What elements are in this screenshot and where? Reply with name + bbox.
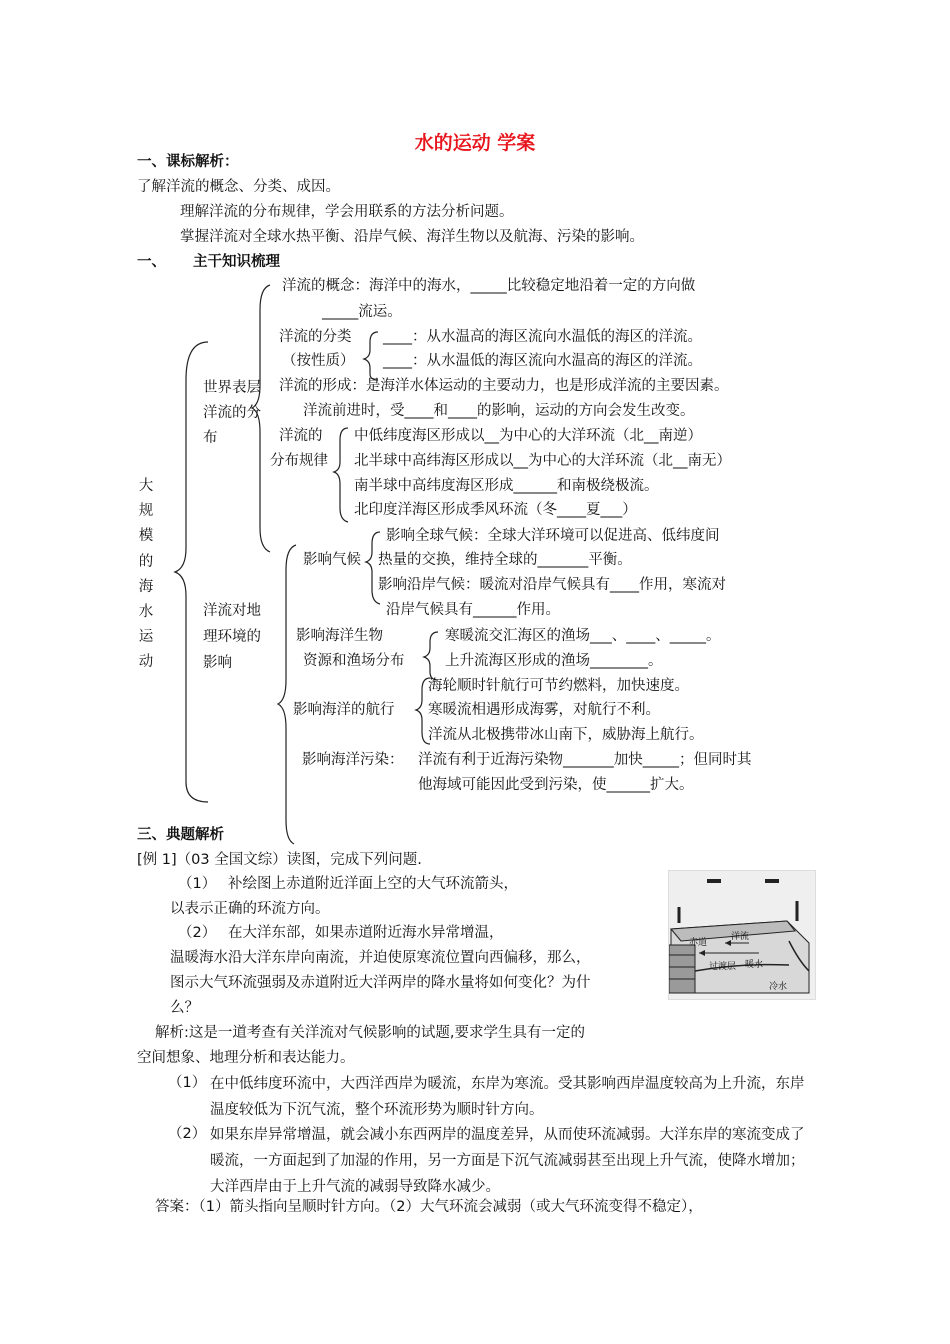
navigation-line-3: 洋流从北极携带冰山南下，威胁海上航行。 xyxy=(428,727,704,743)
cold-current-definition: ____：从水温低的海区流向水温高的海区的洋流。 xyxy=(383,353,702,369)
bio-label-1: 影响海洋生物 xyxy=(296,628,383,644)
distribution-rule-4: 北印度洋海区形成季风环流（冬____夏___） xyxy=(354,502,637,518)
section3-heading: 三、典题解析 xyxy=(137,827,224,843)
distribution-label-1: 洋流的 xyxy=(279,428,323,444)
bio-bracket xyxy=(424,632,438,680)
question1-line-2: 以表示正确的环流方向。 xyxy=(170,901,330,917)
branch2-bracket xyxy=(278,545,296,844)
classification-label: 洋流的分类 xyxy=(279,329,352,345)
navigation-line-1: 海轮顺时针航行可节约燃料，加快速度。 xyxy=(428,678,689,694)
classification-sublabel: （按性质） xyxy=(282,353,355,369)
figure-label-equator: 赤道 xyxy=(689,938,708,948)
pollution-line-1: 洋流有利于近海污染物_______加快_____；但同时其 xyxy=(418,752,752,768)
analysis2-text: 如果东岸异常增温，就会减小东西两岸的温度差异，从而使环流减弱。大洋东岸的寒流变成了暖流，一方面起到了加湿的作用，另一方面是下沉气流减弱甚至出现上升气流，使降水增加；大洋西岸由于上升气流的减弱导致降水减少。 xyxy=(210,1127,805,1195)
example-title: [例 1]（03 全国文综）读图，完成下列问题. xyxy=(137,852,422,868)
standard-line-2: 理解洋流的分布规律，学会用联系的方法分析问题。 xyxy=(180,204,514,220)
analysis1-number: （1） xyxy=(168,1075,207,1091)
fishery-line-2: 上升流海区形成的渔场________。 xyxy=(445,653,663,669)
fishery-line-1: 寒暖流交汇海区的渔场___、____、_____。 xyxy=(445,628,721,644)
formation-line-2: 洋流前进时，受____和____的影响，运动的方向会发生改变。 xyxy=(303,403,695,419)
distribution-label-2: 分布规律 xyxy=(270,453,328,469)
global-climate-line-1: 影响全球气候：全球大洋环境可以促进高、低纬度间 xyxy=(386,528,720,544)
branch2-label: 洋流对地理环境的影响 xyxy=(203,603,261,671)
analysis2-number: （2） xyxy=(168,1126,207,1142)
root-label: 大规模的海水运动 xyxy=(138,478,154,671)
formation-line-1: 洋流的形成：是海洋水体运动的主要动力，也是形成洋流的主要因素。 xyxy=(279,378,729,394)
figure-label-current: 洋流 xyxy=(731,932,750,942)
branch1-label: 世界表层洋流的分布 xyxy=(203,380,261,446)
distribution-rule-2: 北半球中高纬海区形成以__为中心的大洋环流（北__南无） xyxy=(354,453,731,469)
figure-label-cold-water: 冷水 xyxy=(769,982,788,992)
section2-heading-number: 一、 xyxy=(137,254,166,270)
analysis-line-2: 空间想象、地理分析和表达能力。 xyxy=(137,1050,355,1066)
concept-line-2: _____流运。 xyxy=(322,304,402,320)
warm-current-definition: ____：从水温高的海区流向水温低的海区的洋流。 xyxy=(383,329,702,345)
coastal-climate-line-1: 影响沿岸气候：暖流对沿岸气候具有____作用，寒流对 xyxy=(378,577,726,593)
section2-heading: 主干知识梳理 xyxy=(193,254,280,270)
question2-line-1: 在大洋东部，如果赤道附近海水异常增温， xyxy=(228,925,504,941)
dist-bracket xyxy=(334,428,348,522)
question2-number: （2） xyxy=(178,925,217,941)
bio-label-2: 资源和渔场分布 xyxy=(303,653,405,669)
ocean-circulation-figure xyxy=(668,870,816,1000)
analysis-line-1: 解析:这是一道考查有关洋流对气候影响的试题,要求学生具有一定的 xyxy=(155,1025,585,1041)
standard-line-3: 掌握洋流对全球水热平衡、沿岸气候、海洋生物以及航海、污染的影响。 xyxy=(180,229,644,245)
navigation-label: 影响海洋的航行 xyxy=(293,702,395,718)
class-bracket xyxy=(364,332,378,380)
answer-line: 答案：（1）箭头指向呈顺时针方向。（2）大气环流会减弱（或大气环流变得不稳定）， xyxy=(155,1199,703,1215)
analysis1-text: 在中低纬度环流中，大西洋西岸为暖流，东岸为寒流。受其影响西岸温度较高为上升流，东岸温度较低为下沉气流，整个环流形势为顺时针方向。 xyxy=(210,1076,805,1118)
pollution-line-2: 他海域可能因此受到污染，使______扩大。 xyxy=(418,777,694,793)
question1-line-1: 补绘图上赤道附近洋面上空的大气环流箭头， xyxy=(228,876,518,892)
section1-heading: 一、课标解析： xyxy=(137,154,239,170)
figure-label-warm-water: 暖水 xyxy=(745,960,764,970)
global-climate-line-2: 热量的交换，维持全球的_______平衡。 xyxy=(378,552,632,568)
question2-line-2: 温暖海水沿大洋东岸向南流，并迫使原寒流位置向西偏移，那么， xyxy=(170,950,591,966)
pollution-label: 影响海洋污染： xyxy=(302,752,404,768)
question2-line-4: 么？ xyxy=(170,1000,199,1016)
distribution-rule-3: 南半球中高纬度海区形成______和南极绕极流。 xyxy=(354,478,659,494)
navigation-line-2: 寒暖流相遇形成海雾，对航行不利。 xyxy=(428,702,660,718)
concept-line-1: 洋流的概念：海洋中的海水，_____比较稳定地沿着一定的方向做 xyxy=(282,278,696,294)
distribution-rule-1: 中低纬度海区形成以__为中心的大洋环流（北__南逆） xyxy=(354,428,702,444)
standard-line-1: 了解洋流的概念、分类、成因。 xyxy=(137,179,340,195)
climate-label: 影响气候 xyxy=(303,552,361,568)
question1-number: （1） xyxy=(178,876,217,892)
coastal-climate-line-2: 沿岸气候具有______作用。 xyxy=(386,602,560,618)
page-title: 水的运动 学案 xyxy=(414,132,536,154)
figure-label-transition: 过渡层 xyxy=(709,962,737,972)
question2-line-3: 图示大气环流强弱及赤道附近大洋两岸的降水量将如何变化？为什 xyxy=(170,975,591,991)
